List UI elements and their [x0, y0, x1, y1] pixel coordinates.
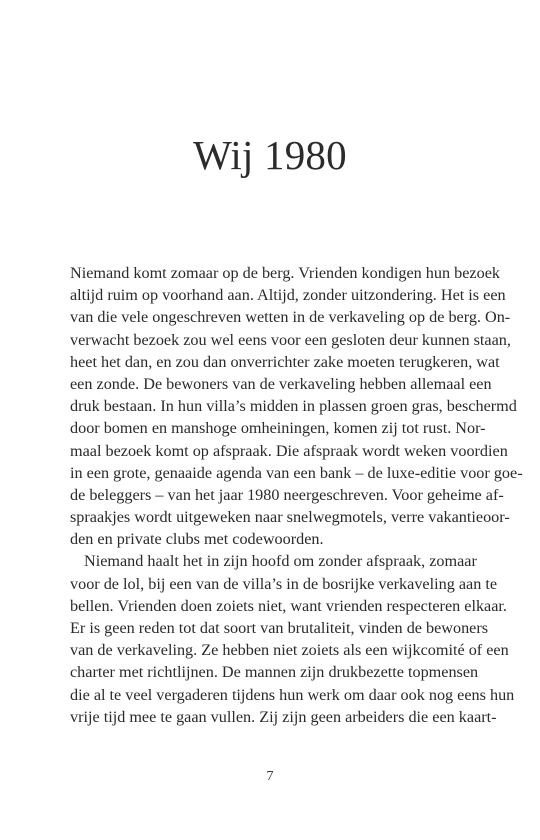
text-line: door bomen en manshoge omheiningen, komen zij tot rust. Nor- [70, 419, 486, 438]
text-line: verwacht bezoek zou wel eens voor een gesloten deur kunnen staan, [70, 330, 511, 349]
chapter-title: Wij 1980 [193, 132, 347, 178]
text-line: Niemand komt zomaar op de berg. Vrienden kondigen hun bezoek [70, 264, 500, 282]
text-line: in een grote, genaaide agenda van een bank – de luxe-editie voor goe- [70, 463, 523, 482]
text-line: heet het dan, en zou dan onverrichter zake moeten terugkeren, wat [70, 352, 500, 371]
text-line: voor de lol, bij een van de villa’s in de bosrijke verkaveling aan te [70, 574, 498, 593]
page-number: 7 [266, 769, 274, 784]
text-line: spraakjes wordt uitgeweken naar snelwegmotels, verre vakantieoor- [70, 508, 510, 527]
text-line: Er is geen reden tot dat soort van brutaliteit, vinden de bewoners [70, 619, 489, 637]
text-line: van de verkaveling. Ze hebben niet zoiets als een wijkcomité of een [70, 641, 509, 660]
text-line: die al te veel vergaderen tijdens hun werk om daar ook nog eens hun [70, 685, 515, 704]
text-line: Niemand haalt het in zijn hoofd om zonder afspraak, zomaar [84, 552, 477, 571]
text-line: van die vele ongeschreven wetten in de verkaveling op de berg. On- [70, 308, 511, 327]
text-line: druk bestaan. In hun villa’s midden in plassen groen gras, beschermd [70, 397, 517, 416]
text-line: een zonde. De bewoners van de verkaveling hebben allemaal een [70, 374, 492, 393]
paragraph-2 [70, 550, 515, 728]
text-line: vrije tijd mee te gaan vullen. Zij zijn geen arbeiders die een kaart- [70, 707, 497, 726]
text-line: charter met richtlijnen. De mannen zijn drukbezette topmensen [70, 663, 479, 682]
text-line: maal bezoek komt op afspraak. Die afspraak wordt weken voordien [70, 441, 508, 460]
text-line: de beleggers – van het jaar 1980 neergeschreven. Voor geheime af- [70, 485, 504, 504]
text-line: bellen. Vrienden doen zoiets niet, want vrienden respecteren elkaar. [70, 596, 507, 615]
paragraph-1 [70, 262, 523, 550]
text-line: den en private clubs met codewoorden. [70, 530, 324, 549]
body-text [70, 262, 523, 728]
text-line: altijd ruim op voorhand aan. Altijd, zonder uitzondering. Het is een [70, 286, 506, 305]
